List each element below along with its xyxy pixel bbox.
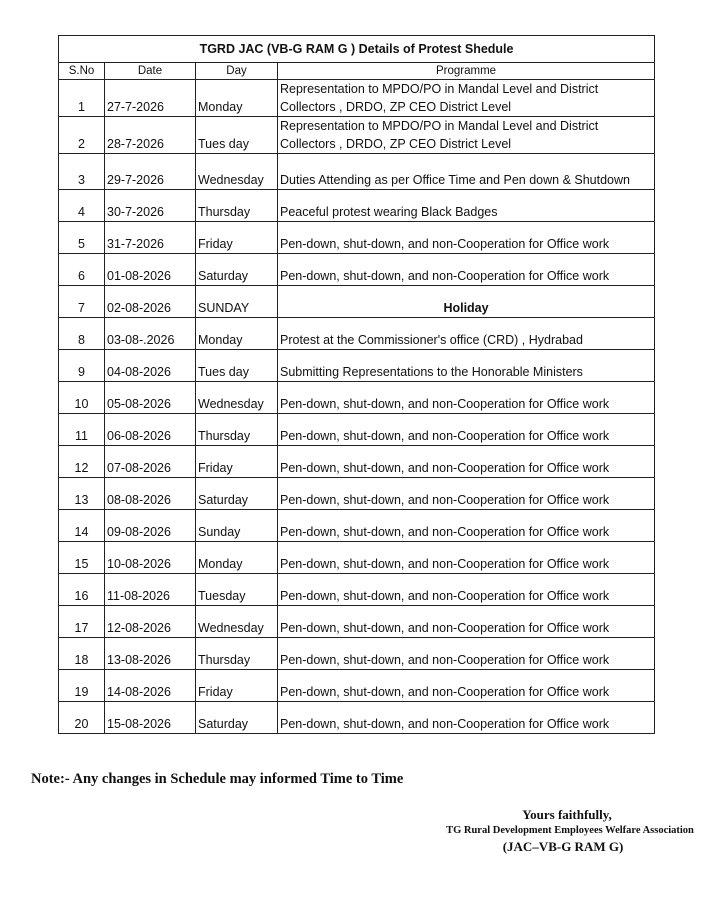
cell-date: 03-08-.2026 bbox=[105, 318, 196, 350]
cell-sno: 17 bbox=[59, 606, 105, 638]
header-date: Date bbox=[105, 63, 196, 80]
cell-day: Monday bbox=[196, 542, 278, 574]
table-row bbox=[59, 254, 655, 286]
table-row bbox=[59, 80, 655, 117]
cell-day: Monday bbox=[196, 80, 278, 117]
table-row bbox=[59, 446, 655, 478]
cell-programme: Pen-down, shut-down, and non-Cooperation for Office work bbox=[278, 478, 655, 510]
cell-day: Sunday bbox=[196, 510, 278, 542]
cell-day: Saturday bbox=[196, 478, 278, 510]
cell-sno: 5 bbox=[59, 222, 105, 254]
cell-sno: 7 bbox=[59, 286, 105, 318]
cell-sno: 19 bbox=[59, 670, 105, 702]
cell-date: 14-08-2026 bbox=[105, 670, 196, 702]
cell-sno: 11 bbox=[59, 414, 105, 446]
cell-date: 01-08-2026 bbox=[105, 254, 196, 286]
header-programme: Programme bbox=[278, 63, 655, 80]
table-row bbox=[59, 154, 655, 190]
cell-day: Friday bbox=[196, 446, 278, 478]
table-row bbox=[59, 382, 655, 414]
signature-group: (JAC–VB-G RAM G) bbox=[502, 839, 624, 854]
table-row bbox=[59, 414, 655, 446]
cell-sno: 10 bbox=[59, 382, 105, 414]
signature-closing: Yours faithfully, bbox=[522, 807, 612, 822]
schedule-note: Note:- Any changes in Schedule may informed Time to Time bbox=[31, 771, 404, 787]
cell-day: Wednesday bbox=[196, 606, 278, 638]
cell-date: 07-08-2026 bbox=[105, 446, 196, 478]
cell-date: 30-7-2026 bbox=[105, 190, 196, 222]
cell-sno: 18 bbox=[59, 638, 105, 670]
cell-sno: 6 bbox=[59, 254, 105, 286]
cell-date: 13-08-2026 bbox=[105, 638, 196, 670]
table-title: TGRD JAC (VB-G RAM G ) Details of Protest Shedule bbox=[59, 36, 655, 63]
table-row bbox=[59, 190, 655, 222]
cell-date: 04-08-2026 bbox=[105, 350, 196, 382]
cell-programme: Duties Attending as per Office Time and Pen down & Shutdown bbox=[278, 154, 655, 190]
cell-sno: 15 bbox=[59, 542, 105, 574]
cell-date: 08-08-2026 bbox=[105, 478, 196, 510]
cell-programme: Representation to MPDO/PO in Mandal Level and District Collectors , DRDO, ZP CEO District Level bbox=[278, 80, 655, 117]
cell-programme: Pen-down, shut-down, and non-Cooperation for Office work bbox=[278, 222, 655, 254]
table-row bbox=[59, 318, 655, 350]
cell-day: Thursday bbox=[196, 414, 278, 446]
cell-day: Thursday bbox=[196, 190, 278, 222]
cell-programme: Protest at the Commissioner's office (CRD) , Hydrabad bbox=[278, 318, 655, 350]
cell-sno: 8 bbox=[59, 318, 105, 350]
cell-date: 15-08-2026 bbox=[105, 702, 196, 734]
cell-day: Tuesday bbox=[196, 574, 278, 606]
cell-date: 12-08-2026 bbox=[105, 606, 196, 638]
table-row bbox=[59, 350, 655, 382]
cell-programme: Pen-down, shut-down, and non-Cooperation for Office work bbox=[278, 670, 655, 702]
cell-sno: 4 bbox=[59, 190, 105, 222]
table-row bbox=[59, 286, 655, 318]
cell-programme: Peaceful protest wearing Black Badges bbox=[278, 190, 655, 222]
cell-programme: Pen-down, shut-down, and non-Cooperation for Office work bbox=[278, 446, 655, 478]
cell-date: 10-08-2026 bbox=[105, 542, 196, 574]
cell-programme: Pen-down, shut-down, and non-Cooperation for Office work bbox=[278, 542, 655, 574]
cell-date: 11-08-2026 bbox=[105, 574, 196, 606]
cell-date: 29-7-2026 bbox=[105, 154, 196, 190]
cell-date: 28-7-2026 bbox=[105, 117, 196, 154]
table-row bbox=[59, 606, 655, 638]
table-row bbox=[59, 542, 655, 574]
cell-programme: Submitting Representations to the Honorable Ministers bbox=[278, 350, 655, 382]
cell-date: 09-08-2026 bbox=[105, 510, 196, 542]
cell-day: Tues day bbox=[196, 350, 278, 382]
cell-day: Friday bbox=[196, 222, 278, 254]
table-row bbox=[59, 510, 655, 542]
cell-programme: Pen-down, shut-down, and non-Cooperation for Office work bbox=[278, 414, 655, 446]
cell-sno: 16 bbox=[59, 574, 105, 606]
cell-sno: 3 bbox=[59, 154, 105, 190]
cell-sno: 2 bbox=[59, 117, 105, 154]
cell-day: Friday bbox=[196, 670, 278, 702]
cell-sno: 1 bbox=[59, 80, 105, 117]
table-row bbox=[59, 574, 655, 606]
table-row bbox=[59, 702, 655, 734]
cell-programme: Pen-down, shut-down, and non-Cooperation for Office work bbox=[278, 574, 655, 606]
cell-programme: Representation to MPDO/PO in Mandal Level and District Collectors , DRDO, ZP CEO District Level bbox=[278, 117, 655, 154]
protest-schedule-table bbox=[58, 35, 655, 734]
cell-sno: 13 bbox=[59, 478, 105, 510]
cell-sno: 12 bbox=[59, 446, 105, 478]
cell-date: 06-08-2026 bbox=[105, 414, 196, 446]
cell-day: Wednesday bbox=[196, 154, 278, 190]
cell-programme: Pen-down, shut-down, and non-Cooperation for Office work bbox=[278, 606, 655, 638]
cell-programme: Pen-down, shut-down, and non-Cooperation for Office work bbox=[278, 702, 655, 734]
cell-day: Saturday bbox=[196, 254, 278, 286]
cell-date: 27-7-2026 bbox=[105, 80, 196, 117]
cell-date: 05-08-2026 bbox=[105, 382, 196, 414]
cell-date: 31-7-2026 bbox=[105, 222, 196, 254]
cell-programme: Pen-down, shut-down, and non-Cooperation for Office work bbox=[278, 382, 655, 414]
cell-day: Thursday bbox=[196, 638, 278, 670]
cell-programme: Pen-down, shut-down, and non-Cooperation for Office work bbox=[278, 510, 655, 542]
table-row bbox=[59, 478, 655, 510]
header-day: Day bbox=[196, 63, 278, 80]
cell-programme: Pen-down, shut-down, and non-Cooperation for Office work bbox=[278, 638, 655, 670]
cell-day: Wednesday bbox=[196, 382, 278, 414]
cell-day: Tues day bbox=[196, 117, 278, 154]
cell-day: Saturday bbox=[196, 702, 278, 734]
cell-day: Monday bbox=[196, 318, 278, 350]
cell-programme-holiday: Holiday bbox=[278, 286, 655, 318]
table-row bbox=[59, 638, 655, 670]
cell-sno: 9 bbox=[59, 350, 105, 382]
header-sno: S.No bbox=[59, 63, 105, 80]
cell-day: SUNDAY bbox=[196, 286, 278, 318]
table-row bbox=[59, 117, 655, 154]
table-row bbox=[59, 222, 655, 254]
cell-programme: Pen-down, shut-down, and non-Cooperation for Office work bbox=[278, 254, 655, 286]
signature-organization: TG Rural Development Employees Welfare Association bbox=[446, 825, 694, 836]
cell-date: 02-08-2026 bbox=[105, 286, 196, 318]
table-row bbox=[59, 670, 655, 702]
cell-sno: 14 bbox=[59, 510, 105, 542]
cell-sno: 20 bbox=[59, 702, 105, 734]
signature-block bbox=[420, 806, 720, 855]
